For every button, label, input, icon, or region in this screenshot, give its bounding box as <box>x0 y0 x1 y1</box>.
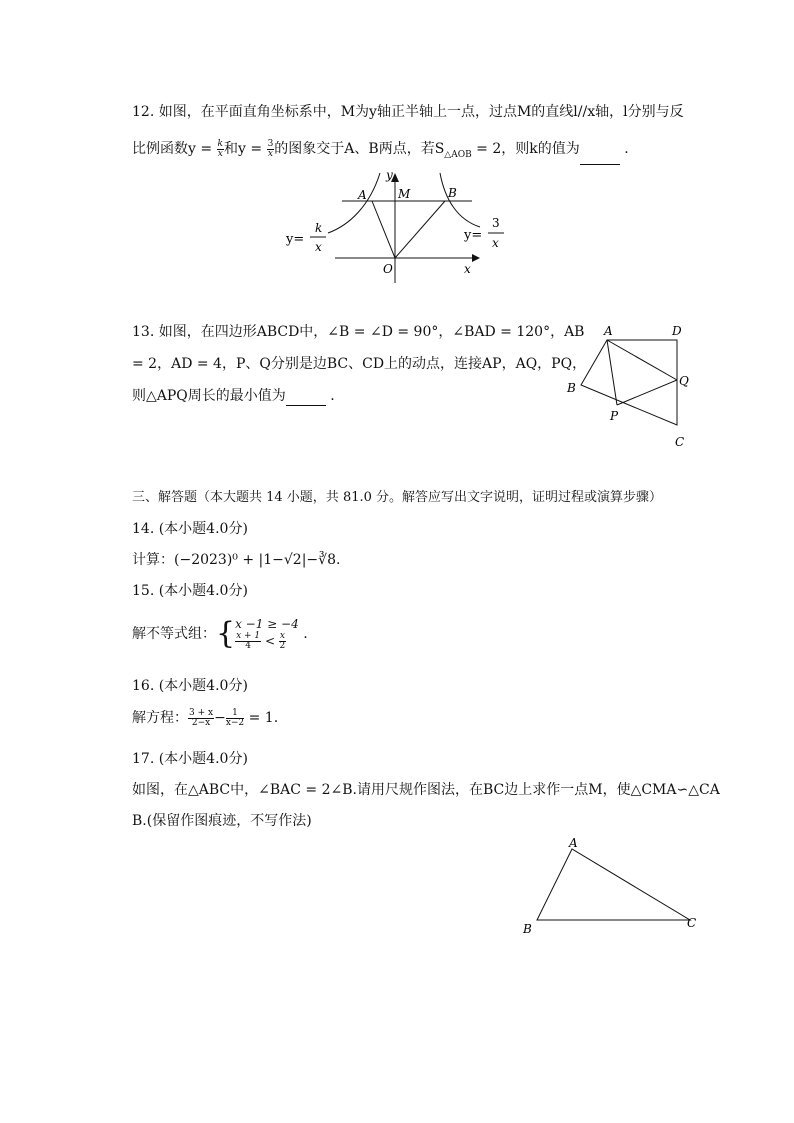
q12-figure <box>280 165 510 285</box>
label-d: D <box>672 324 682 338</box>
q12-tail: . <box>619 141 629 157</box>
x-axis-arrow <box>472 254 480 262</box>
fraction-x-plus-1-over-4: $\frac{x + 1}{4}$ <box>236 631 261 651</box>
answer-blank <box>286 391 326 406</box>
label-b: B <box>567 381 576 395</box>
inequality-system <box>235 617 299 651</box>
right-func-den: x <box>492 236 499 250</box>
q13-tail: . <box>325 388 335 404</box>
q13-line2: = 2，AD = 4，P、Q分别是边BC、CD上的动点，连接AP，AQ，PQ， <box>132 356 587 372</box>
q17-line1: 如图，在△ABC中，∠BAC = 2∠B.请用尺规作图法，在BC边上求作一点M，使△CMA∽△CA <box>132 782 720 798</box>
label-m: M <box>398 187 411 201</box>
left-func-num: k <box>315 221 323 235</box>
label-b: B <box>448 186 457 200</box>
q15-body <box>132 612 308 656</box>
label-x: x <box>464 262 471 276</box>
q17-line2: B.(保留作图痕迹，不写作法) <box>132 813 312 829</box>
inequality-row-1: x −1 ≥ −4 <box>235 617 299 631</box>
fraction-k-over-x: $\frac{k}{x}$ <box>217 138 224 159</box>
segment-pq <box>617 380 677 405</box>
curve-left <box>328 173 380 233</box>
q12-text-d: = 2，则k的值为 <box>471 141 580 157</box>
q15-head: 15. (本小题4.0分) <box>132 583 248 599</box>
system-brace: { <box>216 616 236 651</box>
segment-ao <box>372 201 395 258</box>
curve-right <box>440 173 480 227</box>
q17-figure <box>515 835 705 940</box>
triangle-abc <box>537 849 690 920</box>
label-c: C <box>675 435 685 449</box>
right-func-prefix: y= <box>464 228 483 243</box>
q16-body: 解方程： $\frac{3 + x}{2-x}$ − $\frac{1}{x-2}$ = 1. <box>132 707 279 728</box>
q12-line2 <box>132 139 629 165</box>
q16-label: 解方程： <box>132 710 188 726</box>
label-b: B <box>523 922 532 936</box>
q14-body: 计算：(−2023)⁰ + |1−√2|−∛8. <box>132 552 341 568</box>
label-q: Q <box>679 374 689 388</box>
label-a: A <box>569 836 578 850</box>
answer-blank <box>580 150 620 165</box>
q12-text-a: 比例函数y = <box>132 141 217 157</box>
q15-label: 解不等式组： <box>132 626 216 642</box>
area-subscript: △AOB <box>444 149 472 160</box>
q13-line1: 13. 如图，在四边形ABCD中，∠B = ∠D = 90°，∠BAD = 120°，AB <box>132 324 585 340</box>
left-func-prefix: y= <box>286 232 305 247</box>
inequality-row-2: $\frac{x + 1}{4}$ < $\frac{x}{2}$ <box>236 631 286 651</box>
label-y: y <box>386 168 393 182</box>
label-p: P <box>610 409 619 423</box>
fraction-x-over-2: $\frac{x}{2}$ <box>279 631 286 651</box>
segment-aq <box>607 340 677 380</box>
q17-head: 17. (本小题4.0分) <box>132 751 248 767</box>
right-func-num: 3 <box>492 216 500 230</box>
label-a: A <box>604 324 613 338</box>
q12-text-b: 和y = <box>224 141 267 157</box>
section-heading: 三、解答题（本大题共 14 小题，共 81.0 分。解答应写出文字说明，证明过程或演算步骤） <box>132 490 663 505</box>
segment-ap <box>607 340 617 405</box>
label-a: A <box>358 188 367 202</box>
fraction-3-over-x: $\frac{3}{x}$ <box>267 138 274 159</box>
q13-figure <box>560 320 700 455</box>
q14-head: 14. (本小题4.0分) <box>132 521 248 537</box>
label-c: C <box>687 916 697 930</box>
fraction-3-plus-x-over-2-minus-x: $\frac{3 + x}{2-x}$ <box>189 707 214 728</box>
left-func-den: x <box>315 240 322 254</box>
fraction-1-over-x-minus-2: $\frac{1}{x-2}$ <box>225 707 245 728</box>
q15-tail: . <box>298 626 308 642</box>
label-o: O <box>383 262 393 276</box>
q12-line1: 12. 如图，在平面直角坐标系中，M为y轴正半轴上一点，过点M的直线l//x轴，l分别与反 <box>132 104 684 120</box>
q13-line3 <box>132 386 335 406</box>
q13-line3-text: 则△APQ周长的最小值为 <box>132 388 286 404</box>
q12-text-c: 的图象交于A、B两点，若S <box>274 141 445 157</box>
segment-bo <box>395 201 445 258</box>
q16-head: 16. (本小题4.0分) <box>132 678 248 694</box>
